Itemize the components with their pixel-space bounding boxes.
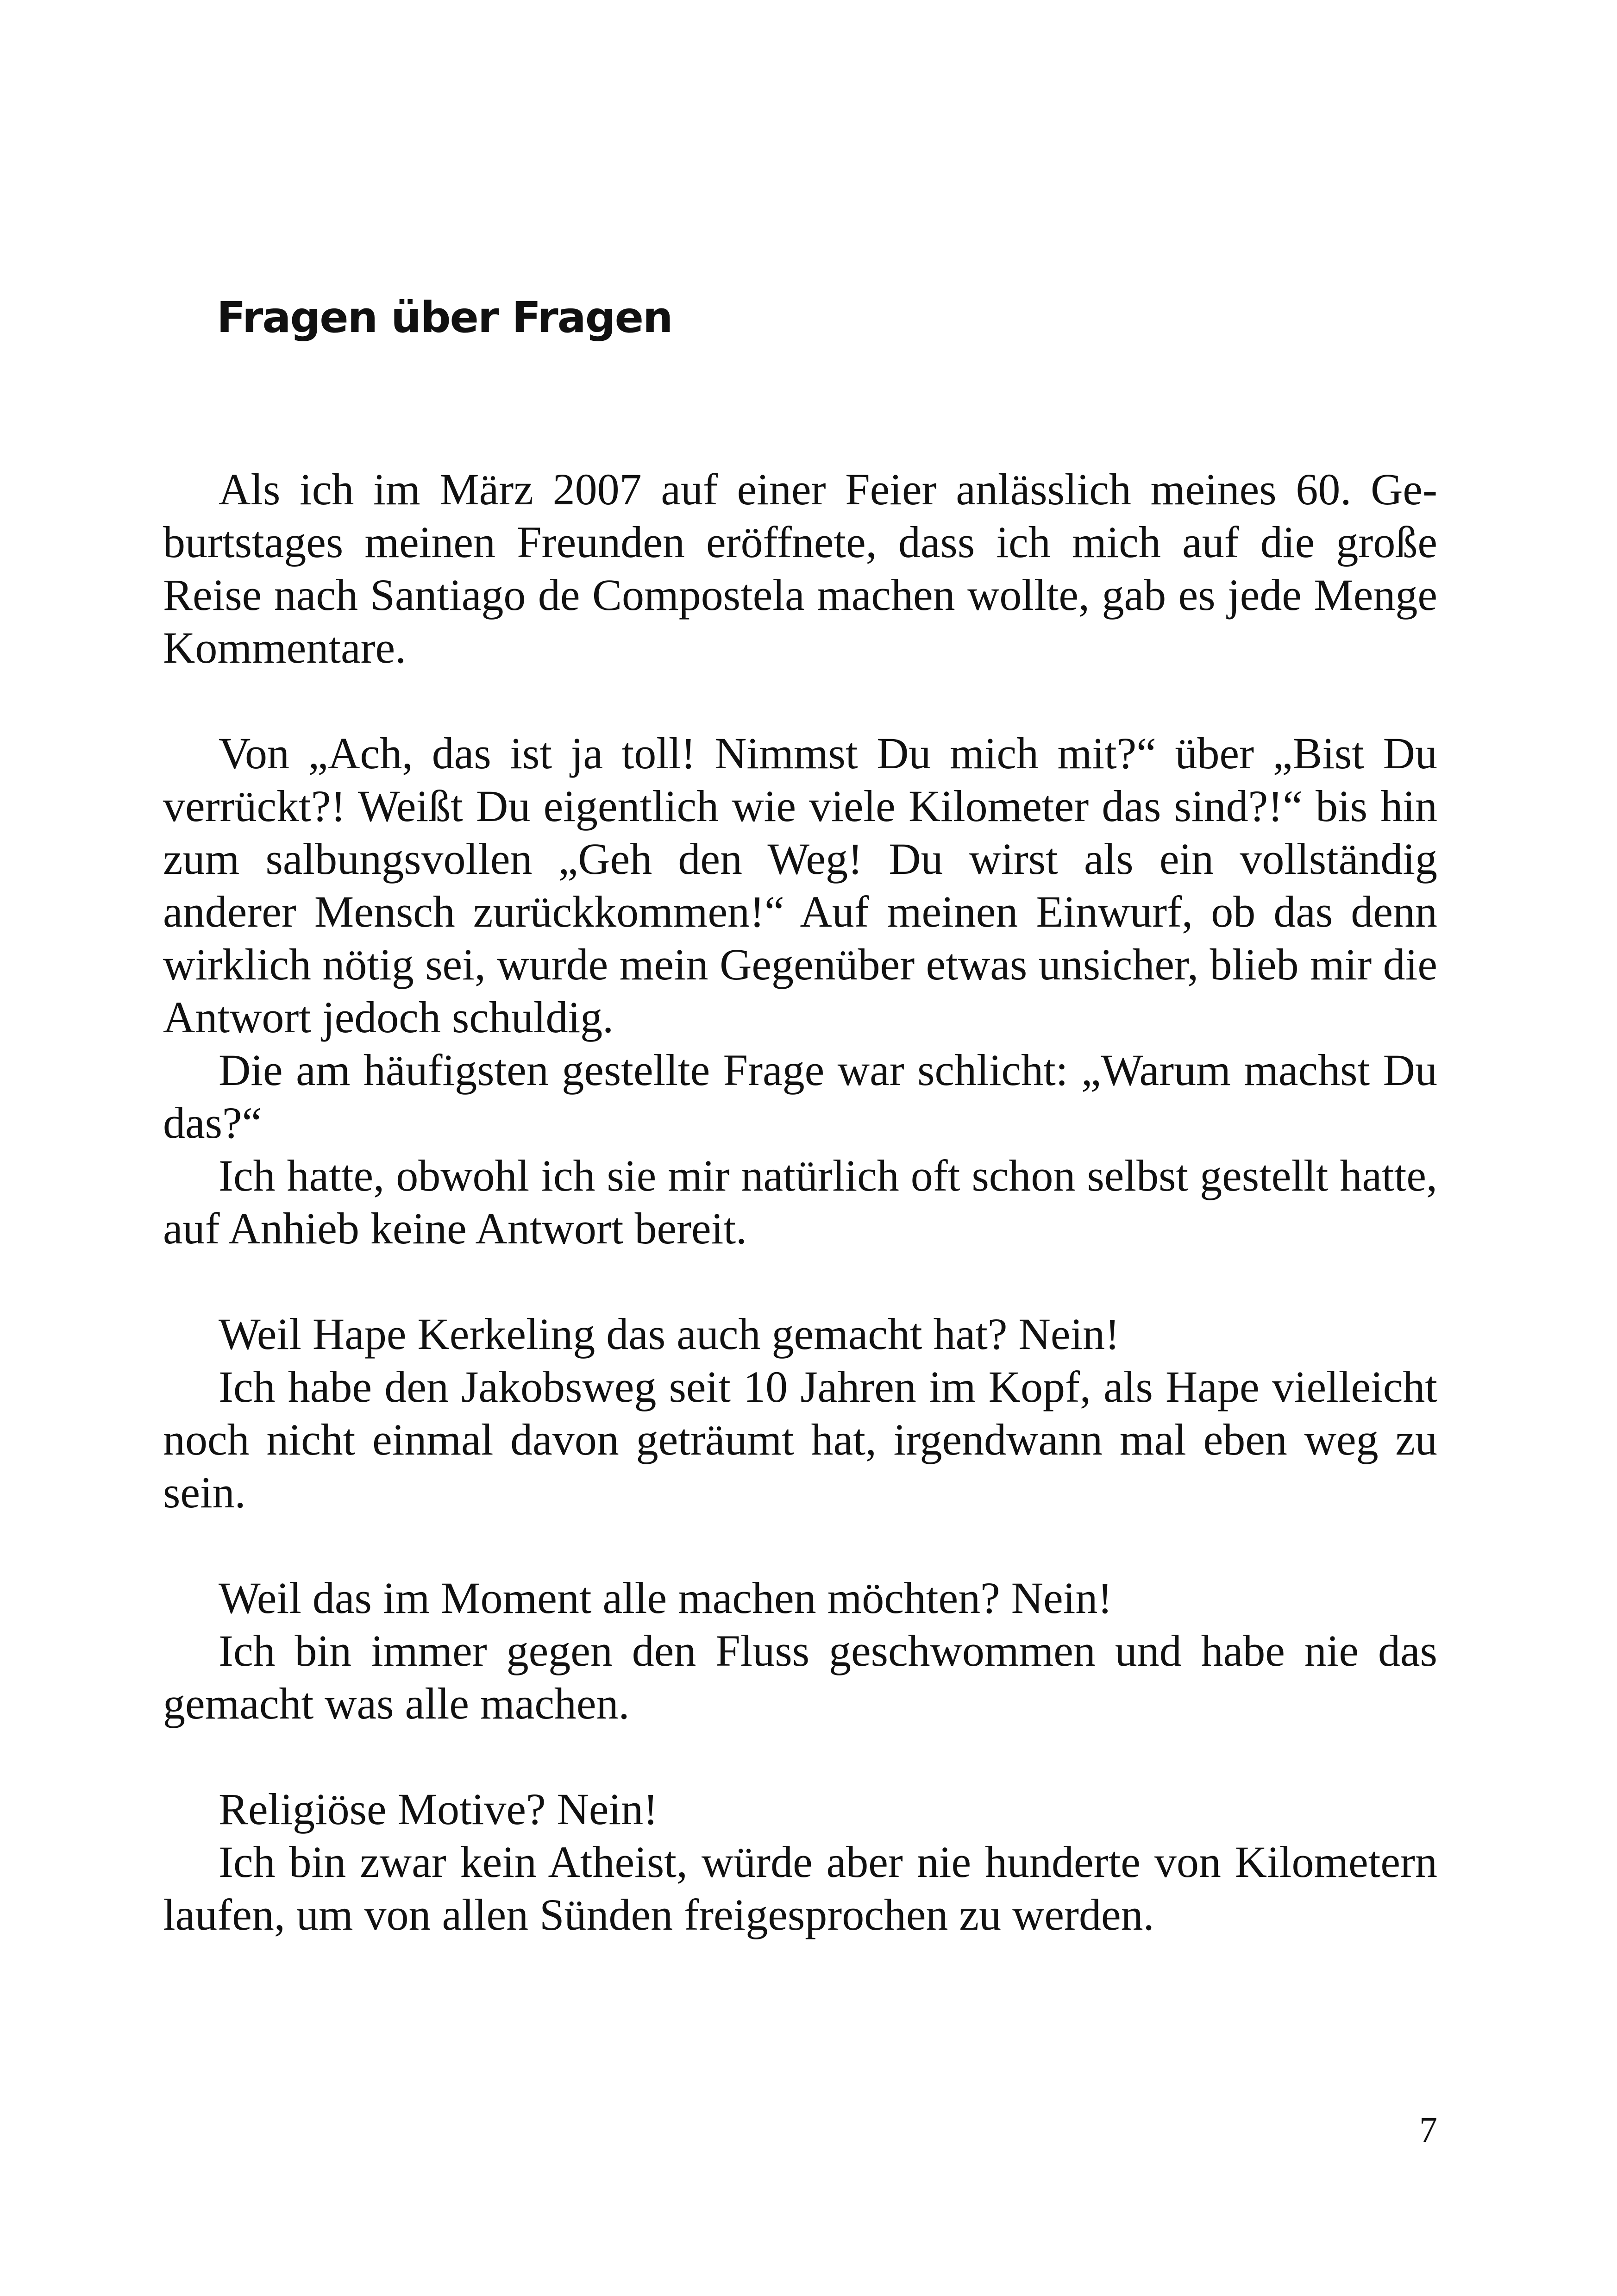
page-title: Fragen über Fragen: [217, 293, 672, 342]
paragraph-4: Ich hatte, obwohl ich sie mir natürlich oft schon selbst gestellt hatte, auf Anhieb keine Antwort bereit.: [163, 1151, 1437, 1253]
paragraph-6: Ich habe den Jakobsweg seit 10 Jahren im Kopf, als Hape vielleicht noch nicht einmal davon geträumt hat, irgendwann mal eben weg zu sein.: [163, 1362, 1437, 1517]
paragraph-2: Von „Ach, das ist ja toll! Nimmst Du mich mit?“ über „Bist Du verrückt?! Weißt Du eigentlich wie viele Kilometer das sind?!“ bis hin zum salbungsvollen „Geh den Weg! Du wirst als ein vollständig anderer Mensch zurückkommen!“ Auf meinen Einwurf, ob das denn wirklich nötig sei, wurde mein Gegenüber etwas unsicher, blieb mir die Antwort jedoch schuldig.: [163, 728, 1437, 1042]
paragraph-9: Religiöse Motive? Nein!: [219, 1784, 658, 1834]
paragraph-1: Als ich im März 2007 auf einer Feier anlässlich meines 60. Geburtstages meinen Freunden eröffnete, dass ich mich auf die große Reise nach Santiago de Compostela machen wollte, gab es jede Menge Kommentare.: [163, 464, 1437, 672]
paragraph-5: Weil Hape Kerkeling das auch gemacht hat? Nein!: [219, 1309, 1120, 1359]
paragraph-3: Die am häufigsten gestellte Frage war schlicht: „Warum machst Du das?“: [163, 1045, 1437, 1148]
body-text: [163, 463, 1437, 1941]
paragraph-10: Ich bin zwar kein Atheist, würde aber nie hunderte von Kilometern laufen, um von allen Sünden freigesprochen zu werden.: [163, 1837, 1437, 1939]
paragraph-8: Ich bin immer gegen den Fluss geschwommen und habe nie das gemacht was alle machen.: [163, 1626, 1437, 1728]
page-number: 7: [1419, 2109, 1437, 2150]
paragraph-7: Weil das im Moment alle machen möchten? Nein!: [219, 1573, 1113, 1623]
